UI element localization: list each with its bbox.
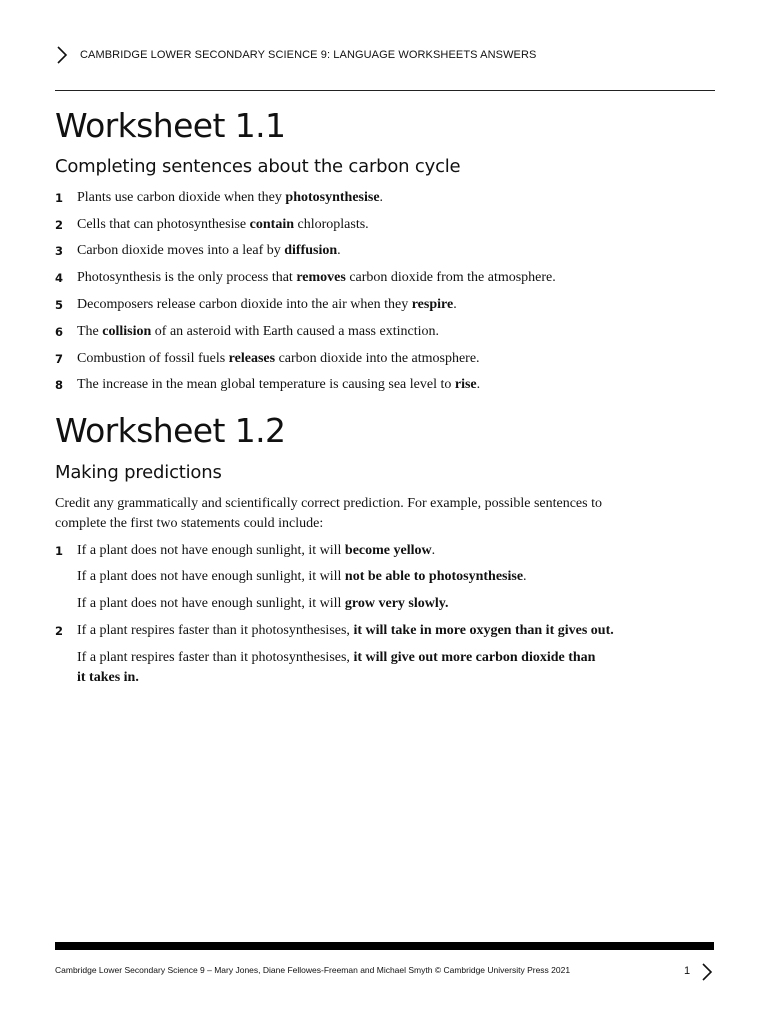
answer-line: If a plant does not have enough sunlight, it will grow very slowly. (77, 596, 449, 611)
chevron-right-icon (55, 46, 69, 64)
item-text: Cells that can photosynthesise contain chloroplasts. (77, 217, 369, 232)
item-number: 2 (55, 624, 64, 638)
item-number: 2 (55, 218, 64, 232)
worksheet-1-1-title: Worksheet 1.1 (55, 106, 286, 145)
page-number: 1 (684, 965, 691, 977)
answer-line: If a plant respires faster than it photosynthesises, it will give out more carbon dioxide than it takes in. (77, 650, 596, 685)
item-text: The collision of an asteroid with Earth caused a mass extinction. (77, 324, 439, 339)
worksheet-1-2-intro: Credit any grammatically and scientifically correct prediction. For example, possible sentences to complete the first two statements could include: (55, 496, 602, 531)
item-number: 8 (55, 378, 64, 392)
page-header (55, 44, 715, 68)
item-text: If a plant does not have enough sunlight, it will become yellow. (77, 543, 436, 558)
item-number: 7 (55, 352, 64, 366)
item-text: The increase in the mean global temperature is causing sea level to rise. (77, 377, 481, 392)
item-text: Photosynthesis is the only process that removes carbon dioxide from the atmosphere. (77, 270, 556, 285)
item-text: Decomposers release carbon dioxide into the air when they respire. (77, 297, 457, 312)
header-divider (55, 90, 715, 91)
item-number: 3 (55, 244, 64, 258)
chevron-right-icon[interactable] (700, 962, 714, 982)
item-number: 1 (55, 191, 64, 205)
item-number: 5 (55, 298, 64, 312)
item-number: 4 (55, 271, 64, 285)
item-number: 6 (55, 325, 64, 339)
header-title: CAMBRIDGE LOWER SECONDARY SCIENCE 9: LANGUAGE WORKSHEETS ANSWERS (80, 49, 537, 61)
item-text: If a plant respires faster than it photosynthesises, it will take in more oxygen than it gives out. (77, 623, 614, 638)
worksheet-1-2-title: Worksheet 1.2 (55, 411, 286, 450)
worksheet-1-1-subtitle: Completing sentences about the carbon cycle (55, 156, 461, 177)
item-text: Carbon dioxide moves into a leaf by diffusion. (77, 243, 341, 258)
item-text: Plants use carbon dioxide when they photosynthesise. (77, 190, 384, 205)
footer-copyright: Cambridge Lower Secondary Science 9 – Mary Jones, Diane Fellowes-Freeman and Michael Smyth © Cambridge University Press 2021 (55, 965, 571, 975)
worksheet-1-2-subtitle: Making predictions (55, 462, 222, 483)
answer-line: If a plant does not have enough sunlight, it will not be able to photosynthesise. (77, 569, 527, 584)
item-number: 1 (55, 544, 64, 558)
item-text: Combustion of fossil fuels releases carbon dioxide into the atmosphere. (77, 351, 480, 366)
footer-bar (55, 942, 714, 950)
